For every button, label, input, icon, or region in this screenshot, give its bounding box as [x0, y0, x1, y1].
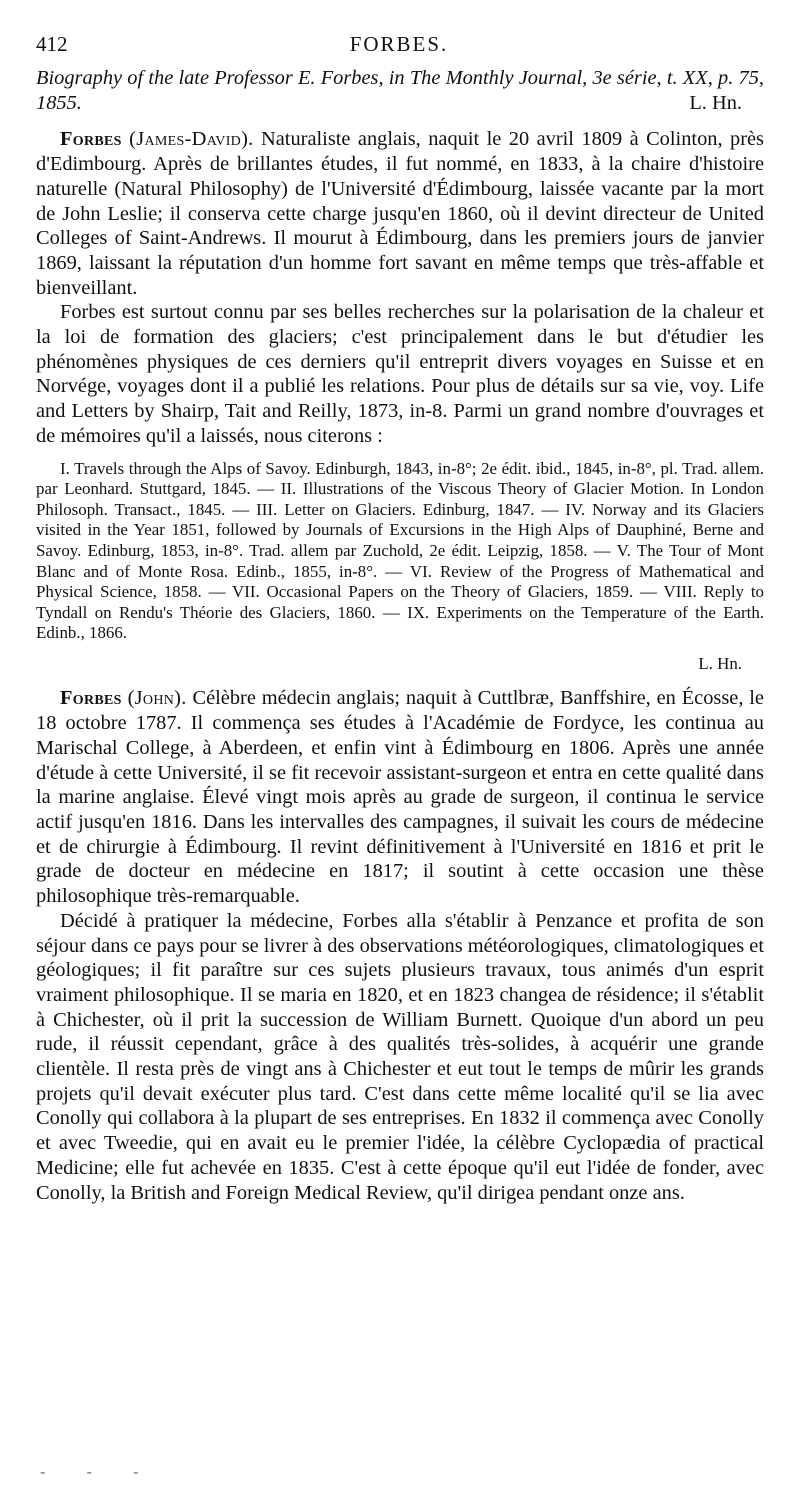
page-header: [36, 32, 762, 62]
intro-text: Biography of the late Professor E. Forbes, in The Monthly Journal, 3e série, t. XX, p. 75, 1855.: [36, 67, 764, 114]
entry-james-david-p2: Forbes est surtout connu par ses belles recherches sur la polarisation de la chaleur et la loi de formation des glaciers; c'est principalement dans le but d'étudier les phénomènes physiques de ces derniers qu'il entreprit divers voyages en Suisse et en Norvége, voyages dont il a publié les relations. Pour plus de détails sur sa vie, voy. Life and Letters by Shairp, Tait and Reilly, 1873, in-8. Parmi un grand nombre d'ouvrages et de mémoires qu'il a laissés, nous citerons :: [36, 301, 764, 447]
page-number: 412: [36, 32, 68, 56]
spacer: [36, 674, 764, 686]
entry-text: Célèbre médecin anglais; naquit à Cuttlbræ, Banffshire, en Écosse, le 18 octobre 1787. Il commença ses études à l'Académie de Fordyce, les continua au Marischal College, à Aberdeen, et enfin vint à Édimbourg en 1806. Après une année d'étude à cette Université, il se fit recevoir assistant-surgeon et entra en cette qualité dans la marine anglaise. Élevé vingt mois après au grade de surgeon, il continua le service actif jusqu'en 1816. Dans les intervalles des campagnes, il suivait les cours de médecine et de chirurgie à Édimbourg. Il revint définitivement à l'Université en 1816 et prit le grade de docteur en médecine en 1817; il soutint à cette occasion une thèse philosophique très-remarquable.: [36, 687, 764, 908]
entry-james-david-signature-line: [36, 654, 764, 675]
intro-signature: L. Hn.: [689, 91, 742, 114]
entry-head: Forbes: [60, 128, 122, 151]
entry-john-p1: [36, 686, 764, 908]
scan-marks: - - -: [40, 1462, 157, 1481]
spacer: [36, 115, 764, 127]
running-head: FORBES.: [349, 32, 449, 56]
entry-head: Forbes: [60, 687, 122, 710]
entry-signature: L. Hn.: [698, 653, 742, 673]
entry-james-david-works: I. Travels through the Alps of Savoy. Edinburgh, 1843, in-8°; 2e édit. ibid., 1845, in-8°, pl. Trad. allem. par Leonhard. Stuttgard, 1845. — II. Illustrations of the Viscous Theory of Glacier Motion. In London Philosoph. Transact., 1845. — III. Letter on Glaciers. Edinburg, 1847. — IV. Norway and its Glaciers visited in the Year 1851, followed by Journals of Excursions in the High Alps of Dauphiné, Berne and Savoy. Edinburg, 1853, in-8°. Trad. allem par Zuchold, 2e édit. Leipzig, 1858. — V. The Tour of Mont Blanc and of Monte Rosa. Edinb., 1855, in-8°. — VI. Review of the Progress of Mathematical and Physical Science, 1858. — VII. Occasional Papers on the Theory of Glaciers, 1859. — VIII. Reply to Tyndall on Rendu's Théorie des Glaciers, 1860. — IX. Experiments on the Temperature of the Earth. Edinb., 1866.: [36, 458, 764, 643]
entry-john-p2: Décidé à pratiquer la médecine, Forbes alla s'établir à Penzance et profita de son séjour dans ce pays pour se livrer à des observations météorologiques, climatologiques et géologiques; il fit paraître sur ces sujets plusieurs travaux, tous animés d'un esprit vraiment philosophique. Il se maria en 1820, et en 1823 changea de résidence; il s'établit à Chichester, où il prit la succession de William Burnett. Quoique d'un abord un peu rude, il réussit cependant, grâce à des qualités très-solides, à acquérir une grande clientèle. Il resta près de vingt ans à Chichester et eut tout le temps de mûrir les grands projets qu'il devait exécuter plus tard. C'est dans cette même localité qu'il se lia avec Conolly qui collabora à la plupart de ses entreprises. En 1832 il commença avec Conolly et avec Tweedie, qui en avait eu le premier l'idée, la célèbre Cyclopædia of practical Medicine; elle fut achevée en 1835. C'est à cette époque qu'il eut l'idée de fonder, avec Conolly, la British and Foreign Medical Review, qu'il dirigea pendant onze ans.: [36, 909, 764, 1204]
page-content: [36, 66, 764, 1205]
intro-reference: [36, 66, 764, 115]
entry-head-name: (John).: [127, 687, 187, 710]
entry-head-name: (James-David).: [129, 128, 254, 151]
entry-james-david-p1: [36, 127, 764, 300]
entry-text: Naturaliste anglais, naquit le 20 avril 1809 à Colinton, près d'Edimbourg. Après de brillantes études, il fut nommé, en 1833, à la chaire d'histoire naturelle (Natural Philosophy) de l'Université d'Édimbourg, laissée vacante par la mort de John Leslie; il conserva cette charge jusqu'en 1860, où il devint directeur de United Colleges of Saint-Andrews. Il mourut à Édimbourg, dans les premiers jours de janvier 1869, laissant la réputation d'un homme fort savant en même temps que très-affable et bienveillant.: [36, 128, 764, 299]
